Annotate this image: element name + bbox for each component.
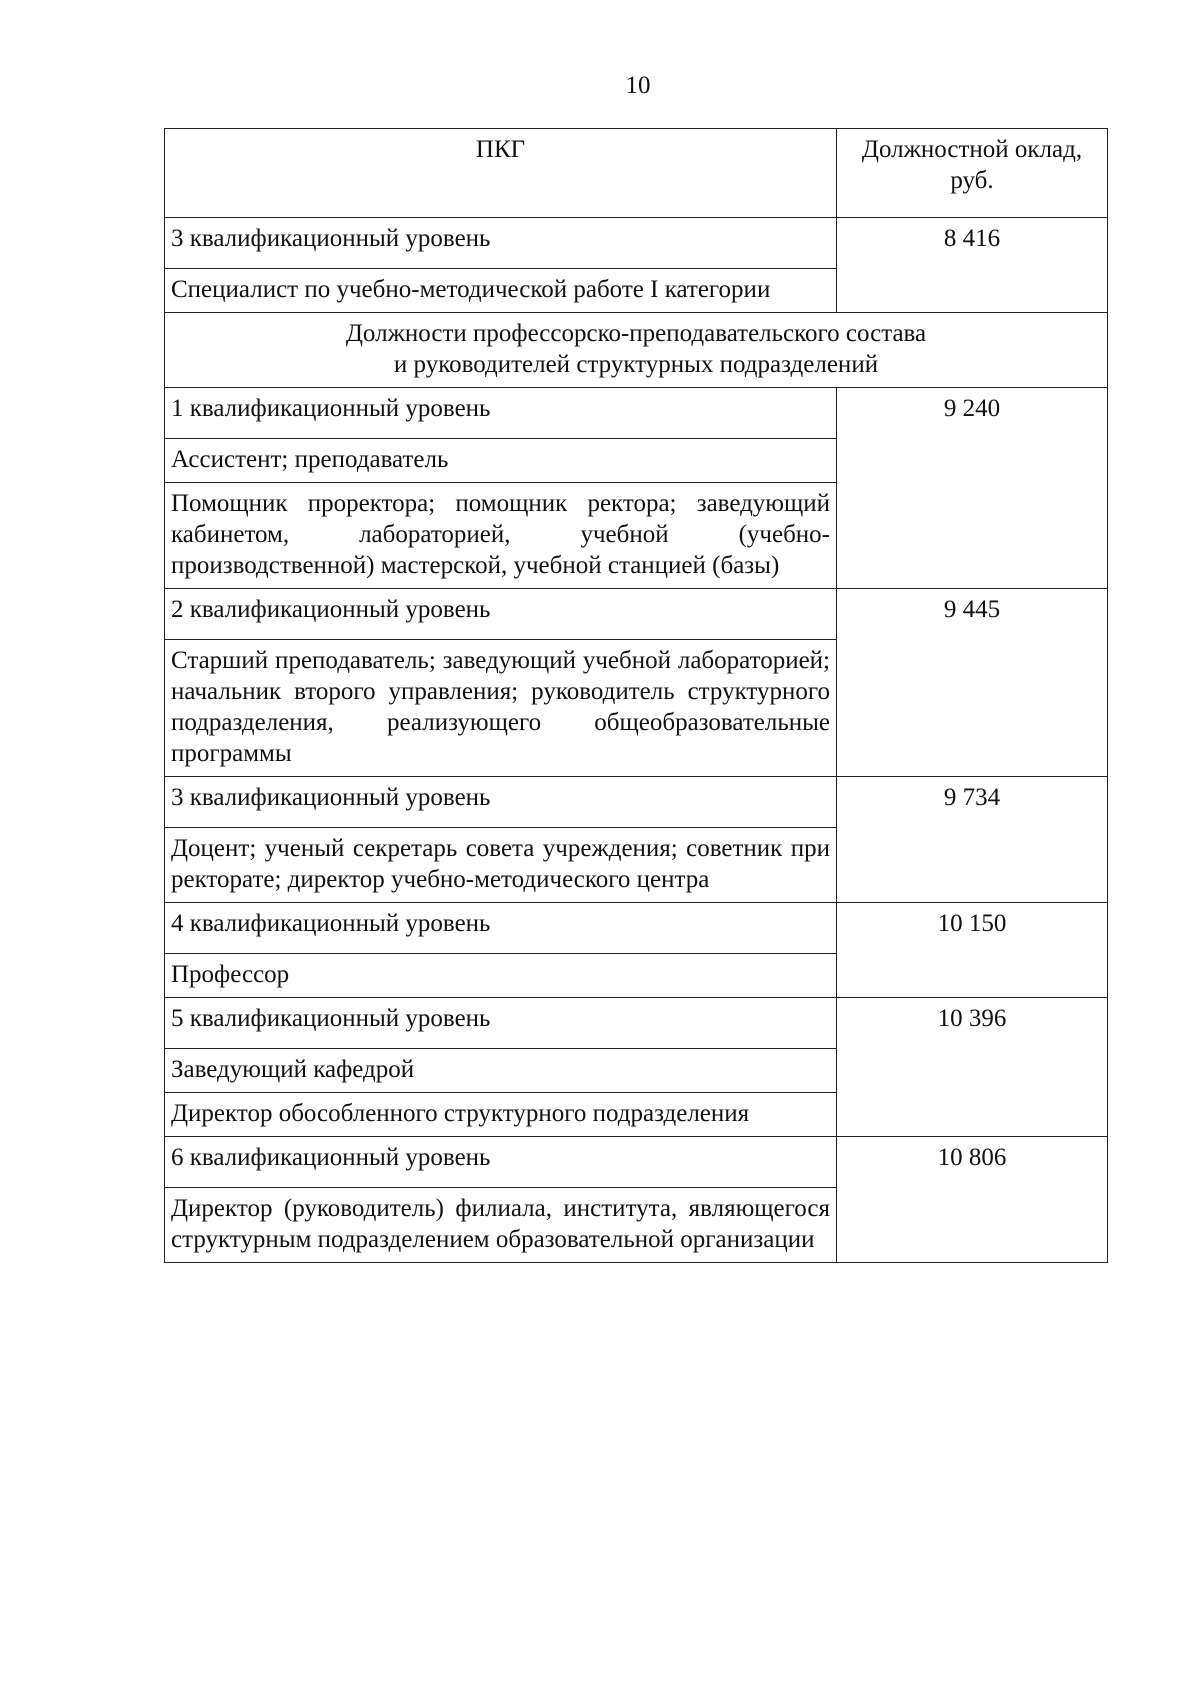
position-cell: Старший преподаватель; заведующий учебной лабораторией; начальник второго управления; руководитель структурного подразделения, реализующего общеобразовательные программы [165, 640, 837, 777]
position-cell: Директор обособленного структурного подразделения [165, 1093, 837, 1137]
qualification-level-cell: 2 квалификационный уровень [165, 589, 837, 640]
section-title-line1: Должности профессорско-преподавательского состава [345, 320, 927, 347]
section-row [165, 313, 1108, 388]
salary-table [164, 128, 1108, 1263]
qualification-level-cell: 3 квалификационный уровень [165, 777, 837, 828]
salary-cell: 10 150 [837, 903, 1108, 998]
salary-cell: 10 396 [837, 998, 1108, 1137]
table-row [165, 1137, 1108, 1188]
position-cell: Специалист по учебно-методической работе I категории [165, 269, 837, 313]
table-row [165, 903, 1108, 954]
table-header-row [165, 129, 1108, 218]
header-salary-cell: Должностной оклад, руб. [837, 129, 1108, 218]
table-row [165, 589, 1108, 640]
salary-cell: 10 806 [837, 1137, 1108, 1263]
position-cell: Заведующий кафедрой [165, 1049, 837, 1093]
salary-cell: 9 445 [837, 589, 1108, 777]
section-title-cell [165, 313, 1108, 388]
qualification-level-cell: 3 квалификационный уровень [165, 218, 837, 269]
header-pkg-cell: ПКГ [165, 129, 837, 218]
section-title-line2: и руководителей структурных подразделений [393, 351, 879, 378]
qualification-level-cell: 1 квалификационный уровень [165, 388, 837, 439]
salary-cell: 9 240 [837, 388, 1108, 589]
qualification-level-cell: 6 квалификационный уровень [165, 1137, 837, 1188]
salary-cell: 8 416 [837, 218, 1108, 313]
position-cell: Директор (руководитель) филиала, института, являющегося структурным подразделением образовательной организации [165, 1188, 837, 1263]
qualification-level-cell: 4 квалификационный уровень [165, 903, 837, 954]
position-cell: Профессор [165, 954, 837, 998]
page-number: 10 [625, 72, 651, 99]
qualification-level-cell: 5 квалификационный уровень [165, 998, 837, 1049]
table-row [165, 998, 1108, 1049]
position-cell: Ассистент; преподаватель [165, 439, 837, 483]
salary-cell: 9 734 [837, 777, 1108, 903]
table-row [165, 388, 1108, 439]
table-row [165, 777, 1108, 828]
position-cell: Доцент; ученый секретарь совета учреждения; советник при ректорате; директор учебно-методического центра [165, 828, 837, 903]
position-cell: Помощник проректора; помощник ректора; заведующий кабинетом, лабораторией, учебной (учебно-производственной) мастерской, учебной станцией (базы) [165, 483, 837, 589]
table-row [165, 218, 1108, 269]
